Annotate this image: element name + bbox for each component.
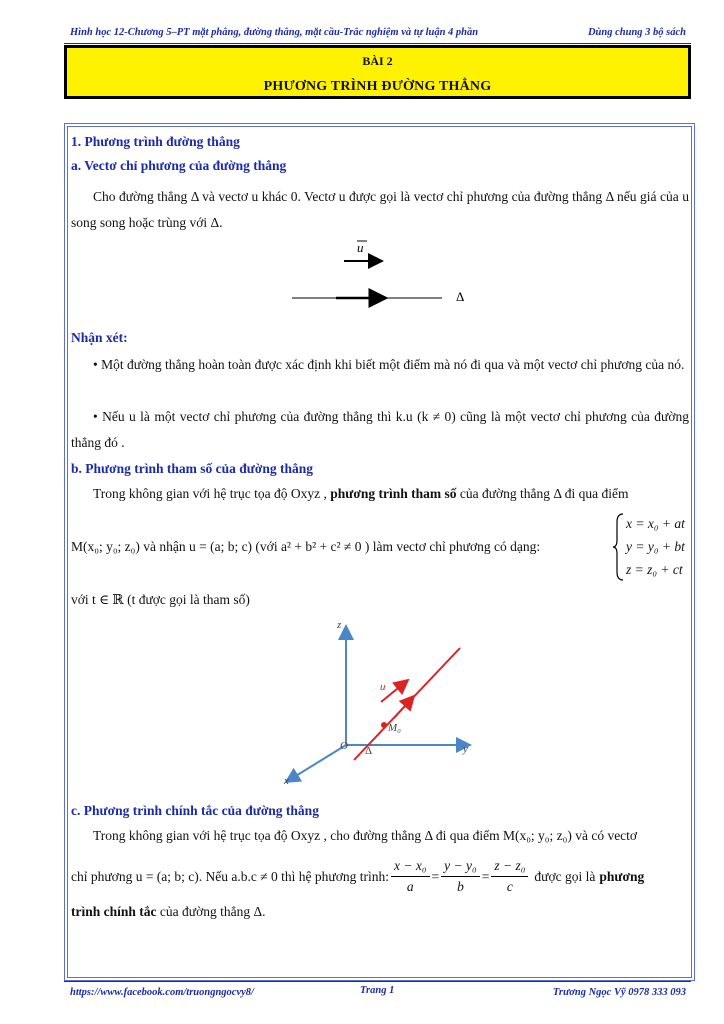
line-delta-3d-arrow — [394, 696, 414, 718]
footer-divider — [64, 981, 691, 982]
section-c-text-3b: của đường thẳng Δ. — [159, 904, 266, 919]
section-c-text-2b: được gọi là — [534, 868, 596, 884]
section-b-text-1a: Trong không gian với hệ trục tọa độ Oxyz , — [93, 486, 327, 501]
fraction-z-den: c — [506, 879, 513, 894]
fraction-z — [491, 856, 528, 897]
x-label: x — [284, 775, 289, 787]
section-b-paragraph-1 — [71, 484, 689, 504]
fraction-y-den: b — [457, 879, 464, 894]
remark-bullet-2: • Nếu u là một vectơ chỉ phương của đường thẳng thì k.u (k ≠ 0) cũng là một vectơ chỉ phương của đường thẳng đó . — [71, 409, 689, 450]
section-c-bold-2: trình chính tắc — [71, 904, 157, 919]
point-m0-label: M₀ — [388, 722, 401, 734]
header-divider — [64, 43, 691, 44]
remark-heading: Nhận xét: — [71, 330, 128, 345]
z-label: z — [337, 619, 342, 631]
fraction-x-num: x − x₀ — [391, 856, 430, 877]
fraction-y-num: y − y₀ — [441, 856, 480, 877]
vector-u-3d-label: u — [380, 681, 386, 693]
section-c-paragraph-3 — [71, 902, 689, 922]
fraction-x — [391, 856, 430, 897]
system-brace — [612, 512, 626, 582]
section-b-paragraph-2: M(x₀; y₀; z₀) và nhận u = (a; b; c) (với a² + b² + c² ≠ 0 ) làm vectơ chỉ phương có dạng: — [71, 539, 541, 554]
equation-z: z = z₀ + ct — [626, 562, 683, 577]
section-c-heading: c. Phương trình chính tắc của đường thẳng — [71, 803, 319, 818]
x-axis — [286, 745, 346, 782]
section-b-text-1c: của đường thẳng Δ đi qua điểm — [459, 486, 629, 501]
fraction-x-den: a — [406, 879, 414, 894]
footer-author: Trương Ngọc Vỹ 0978 333 093 — [552, 987, 686, 998]
y-label: y — [463, 743, 468, 755]
equation-y: y = y₀ + bt — [626, 539, 685, 554]
lesson-title-box — [64, 45, 691, 99]
section-1-heading: 1. Phương trình đường thẳng — [71, 134, 240, 149]
header-left: Hình học 12-Chương 5–PT mặt phẳng, đường thẳng, mặt cầu-Trắc nghiệm và tự luận 4 phần — [70, 27, 479, 38]
delta-3d-label: Δ — [365, 745, 373, 757]
delta-label: Δ — [456, 289, 465, 304]
fraction-z-num: z − z₀ — [491, 856, 528, 877]
origin-label: O — [340, 740, 348, 752]
section-c-bold-1: phương — [599, 868, 645, 884]
coordinate-3d-figure — [270, 612, 490, 794]
section-a-paragraph: Cho đường thẳng Δ và vectơ u khác 0. Vectơ u được gọi là vectơ chỉ phương của đường thẳng Δ nếu giá của u song song hoặc trùng với Δ. — [71, 189, 689, 230]
header-right: Dùng chung 3 bộ sách — [587, 27, 686, 38]
section-c-paragraph-2: chỉ phương u = (a; b; c). Nếu a.b.c ≠ 0 thì hệ phương trình: $\frac{\text{x − x₀}}{a}$ = $\frac{\text{y − y₀}}{b}$ = $\frac{\text{z − z₀}}{c}$ được gọi là phương — [71, 856, 689, 897]
direction-vector-figure — [280, 236, 480, 308]
section-c-paragraph-1: Trong không gian với hệ trục tọa độ Oxyz , cho đường thẳng Δ đi qua điểm M(x₀; y₀; z₀) và có vectơ — [93, 828, 638, 843]
parametric-system — [626, 512, 685, 581]
equation-x: x = x₀ + at — [626, 516, 685, 531]
lesson-number: BÀI 2 — [362, 54, 393, 68]
lesson-title: PHƯƠNG TRÌNH ĐƯỜNG THẲNG — [263, 79, 492, 94]
point-m0 — [381, 722, 387, 728]
footer-link[interactable]: https://www.facebook.com/truongngocvy8/ — [70, 987, 254, 998]
section-c-text-2a: chỉ phương u = (a; b; c). Nếu a.b.c ≠ 0 thì hệ phương trình: — [71, 868, 389, 884]
page-header — [70, 27, 686, 43]
fraction-y — [441, 856, 480, 897]
remark-bullet-1: • Một đường thẳng hoàn toàn được xác định khi biết một điểm mà nó đi qua và một vectơ chỉ phương của nó. — [93, 357, 685, 372]
section-b-paragraph-3: với t ∈ ℝ (t được gọi là tham số) — [71, 592, 250, 607]
page-number: Trang 1 — [360, 985, 395, 996]
section-a-heading: a. Vectơ chỉ phương của đường thẳng — [71, 158, 287, 173]
section-b-bold-term: phương trình tham số — [330, 486, 457, 501]
vector-u-label: u — [357, 240, 364, 255]
section-b-heading: b. Phương trình tham số của đường thẳng — [71, 461, 313, 476]
